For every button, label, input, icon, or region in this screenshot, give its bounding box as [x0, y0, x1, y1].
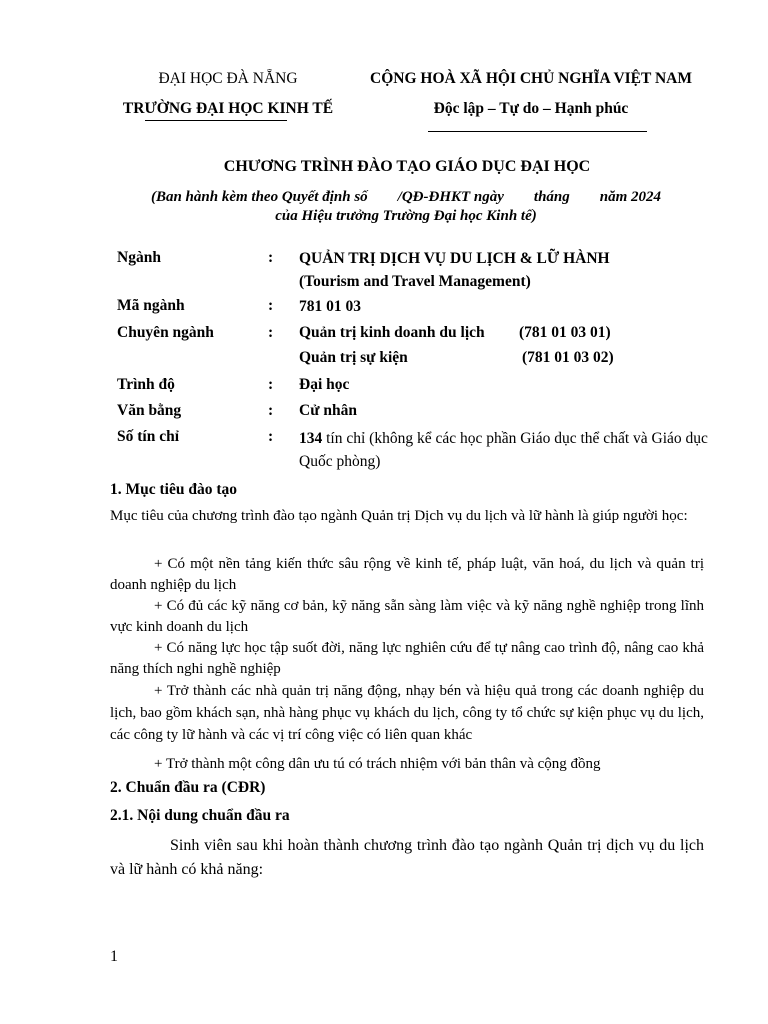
- header-right-underline: [428, 131, 647, 132]
- colon: :: [268, 297, 274, 314]
- value-van-bang: Cử nhân: [299, 402, 357, 419]
- motto: Độc lập – Tự do – Hạnh phúc: [433, 100, 629, 117]
- label-chuyen-nganh: Chuyên ngành: [117, 324, 214, 341]
- colon: :: [268, 376, 274, 393]
- chuyen-nganh-2-name: Quản trị sự kiện: [299, 349, 408, 366]
- label-so-tin-chi: Số tín chỉ: [117, 428, 180, 445]
- colon: :: [268, 324, 274, 341]
- value-trinh-do: Đại học: [299, 376, 350, 393]
- section-2-1-paragraph: Sinh viên sau khi hoàn thành chương trình đào tạo ngành Quản trị dịch vụ du lịch và lữ hành có khả năng:: [110, 837, 704, 878]
- so-tin-chi-note: tín chỉ (không kể các học phần Giáo dục thể chất và Giáo dục Quốc phòng): [299, 430, 708, 470]
- document-title: CHƯƠNG TRÌNH ĐÀO TẠO GIÁO DỤC ĐẠI HỌC: [223, 158, 591, 175]
- nganh-english: (Tourism and Travel Management): [299, 273, 531, 290]
- section-2-1-heading: 2.1. Nội dung chuẩn đầu ra: [110, 807, 290, 824]
- university-name: ĐẠI HỌC ĐÀ NẴNG: [158, 70, 298, 87]
- section-1-intro: Mục tiêu của chương trình đào tạo ngành Quản trị Dịch vụ du lịch và lữ hành là giúp người học:: [110, 508, 688, 524]
- objective-item-1: + Có một nền tảng kiến thức sâu rộng về kinh tế, pháp luật, văn hoá, du lịch và quản trị doanh nghiệp du lịch: [110, 556, 704, 593]
- colon: :: [268, 428, 274, 445]
- label-nganh: Ngành: [117, 249, 161, 266]
- chuyen-nganh-2-code: (781 01 03 02): [522, 349, 614, 366]
- chuyen-nganh-1-code: (781 01 03 01): [519, 324, 611, 341]
- objective-item-4: + Trở thành các nhà quản trị năng động, nhạy bén và hiệu quả trong các doanh nghiệp du lịch, bao gồm khách sạn, nhà hàng phục vụ khách du lịch, công ty tổ chức sự kiện phục vụ du lịch, các công ty lữ hành và các vị trí công việc có liên quan khác: [110, 683, 704, 743]
- value-ma-nganh: 781 01 03: [299, 298, 361, 315]
- colon: :: [268, 249, 274, 266]
- page-number: 1: [110, 948, 118, 965]
- school-name: TRƯỜNG ĐẠI HỌC KINH TẾ: [122, 100, 334, 117]
- value-nganh: [299, 247, 709, 293]
- label-trinh-do: Trình độ: [117, 376, 175, 393]
- value-so-tin-chi: [299, 427, 709, 473]
- header-left-underline: [145, 120, 287, 121]
- document-subtitle-line2: của Hiệu trưởng Trường Đại học Kinh tế): [275, 208, 537, 224]
- chuyen-nganh-1-name: Quản trị kinh doanh du lịch: [299, 324, 485, 341]
- objective-item-3: + Có năng lực học tập suốt đời, năng lực nghiên cứu để tự nâng cao trình độ, nâng cao khả năng thích nghi nghề nghiệp: [110, 640, 704, 677]
- document-subtitle-line1: (Ban hành kèm theo Quyết định số /QĐ-ĐHKT ngày tháng năm 2024: [150, 189, 662, 205]
- objective-item-5: + Trở thành một công dân ưu tú có trách nhiệm với bản thân và cộng đồng: [154, 756, 601, 772]
- nganh-name: QUẢN TRỊ DỊCH VỤ DU LỊCH & LỮ HÀNH: [299, 250, 610, 267]
- country-name: CỘNG HOÀ XÃ HỘI CHỦ NGHĨA VIỆT NAM: [370, 70, 692, 87]
- section-2-heading: 2. Chuẩn đầu ra (CĐR): [110, 779, 266, 796]
- section-1-heading: 1. Mục tiêu đào tạo: [110, 481, 238, 498]
- colon: :: [268, 402, 274, 419]
- objective-item-2: + Có đủ các kỹ năng cơ bản, kỹ năng sẵn sàng làm việc và kỹ năng nghề nghiệp trong lĩnh vực kinh doanh du lịch: [110, 598, 704, 635]
- label-van-bang: Văn bằng: [117, 402, 182, 419]
- so-tin-chi-number: 134: [299, 430, 323, 447]
- label-ma-nganh: Mã ngành: [117, 297, 185, 314]
